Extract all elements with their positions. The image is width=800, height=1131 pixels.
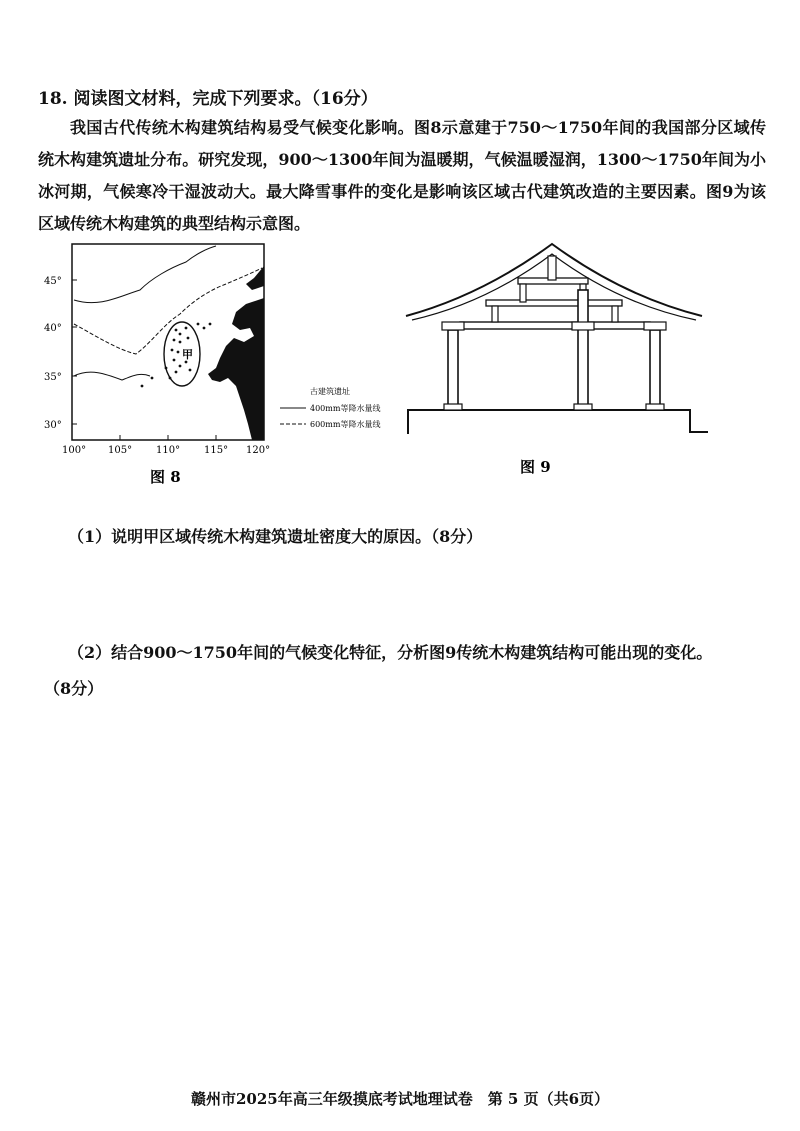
lat-label-35: 35° [44, 372, 62, 383]
base-right [646, 404, 664, 410]
figure-8 [40, 238, 400, 488]
lat-label-30: 30° [44, 420, 62, 431]
subquestion-1: （1）说明甲区域传统木构建筑遗址密度大的原因。（8分） [68, 527, 483, 546]
isohyet-south [74, 372, 150, 380]
upper-beam [486, 300, 622, 306]
region-jia-label: 甲 [182, 348, 193, 361]
sea-north [246, 266, 264, 290]
site-dots [141, 323, 212, 388]
subquestion-2: （2）结合900～1750年间的气候变化特征，分析图9传统木构建筑结构可能出现的变化。 [68, 643, 713, 662]
main-beam [460, 322, 650, 329]
figure-9-caption: 图 9 [520, 458, 551, 476]
column-center [578, 290, 588, 410]
short-post-left2 [492, 306, 498, 322]
base-left [444, 404, 462, 410]
short-post-left [520, 284, 526, 302]
bracket-left [442, 322, 464, 330]
legend-line400: 400mm等降水量线 [310, 404, 381, 413]
sea-area [208, 298, 264, 440]
bracket-center [572, 322, 594, 330]
figure-9-structure [400, 238, 720, 478]
isohyet-400 [74, 246, 216, 303]
lat-label-45: 45° [44, 276, 62, 287]
king-post [548, 256, 556, 280]
figure-8-map [40, 238, 400, 488]
lat-label-40: 40° [44, 323, 62, 334]
column-left [448, 330, 458, 410]
lon-label-110: 110° [156, 445, 181, 456]
column-right [650, 330, 660, 410]
base-center [574, 404, 592, 410]
short-post-right2 [612, 306, 618, 322]
legend-sites: 古建筑遗址 [310, 387, 350, 396]
subquestion-2-points: （8分） [44, 679, 104, 698]
figure-8-caption: 图 8 [150, 468, 181, 486]
question-intro: 我国古代传统木构建筑结构易受气候变化影响。图8示意建于750～1750年间的我国部分区域传统木构建筑遗址分布。研究发现，900～1300年间为温暖期，气候温暖湿润，1300～1750年间为小冰河期，气候寒冷干湿波动大。最大降雪事件的变化是影响该区域古代建筑改造的主要因素。图9为该区域传统木构建筑的典型结构示意图。 [38, 118, 766, 233]
figure-9 [400, 238, 720, 478]
page-footer: 赣州市2025年高三年级摸底考试地理试卷 第 5 页（共6页） [190, 1090, 610, 1108]
question-title: 18. 阅读图文材料，完成下列要求。（16分） [38, 89, 378, 109]
lon-label-100: 100° [62, 445, 87, 456]
legend-line600: 600mm等降水量线 [310, 420, 381, 429]
lon-label-115: 115° [204, 445, 229, 456]
lon-label-105: 105° [108, 445, 133, 456]
bracket-right [644, 322, 666, 330]
platform [408, 410, 708, 434]
lon-label-120: 120° [246, 445, 271, 456]
